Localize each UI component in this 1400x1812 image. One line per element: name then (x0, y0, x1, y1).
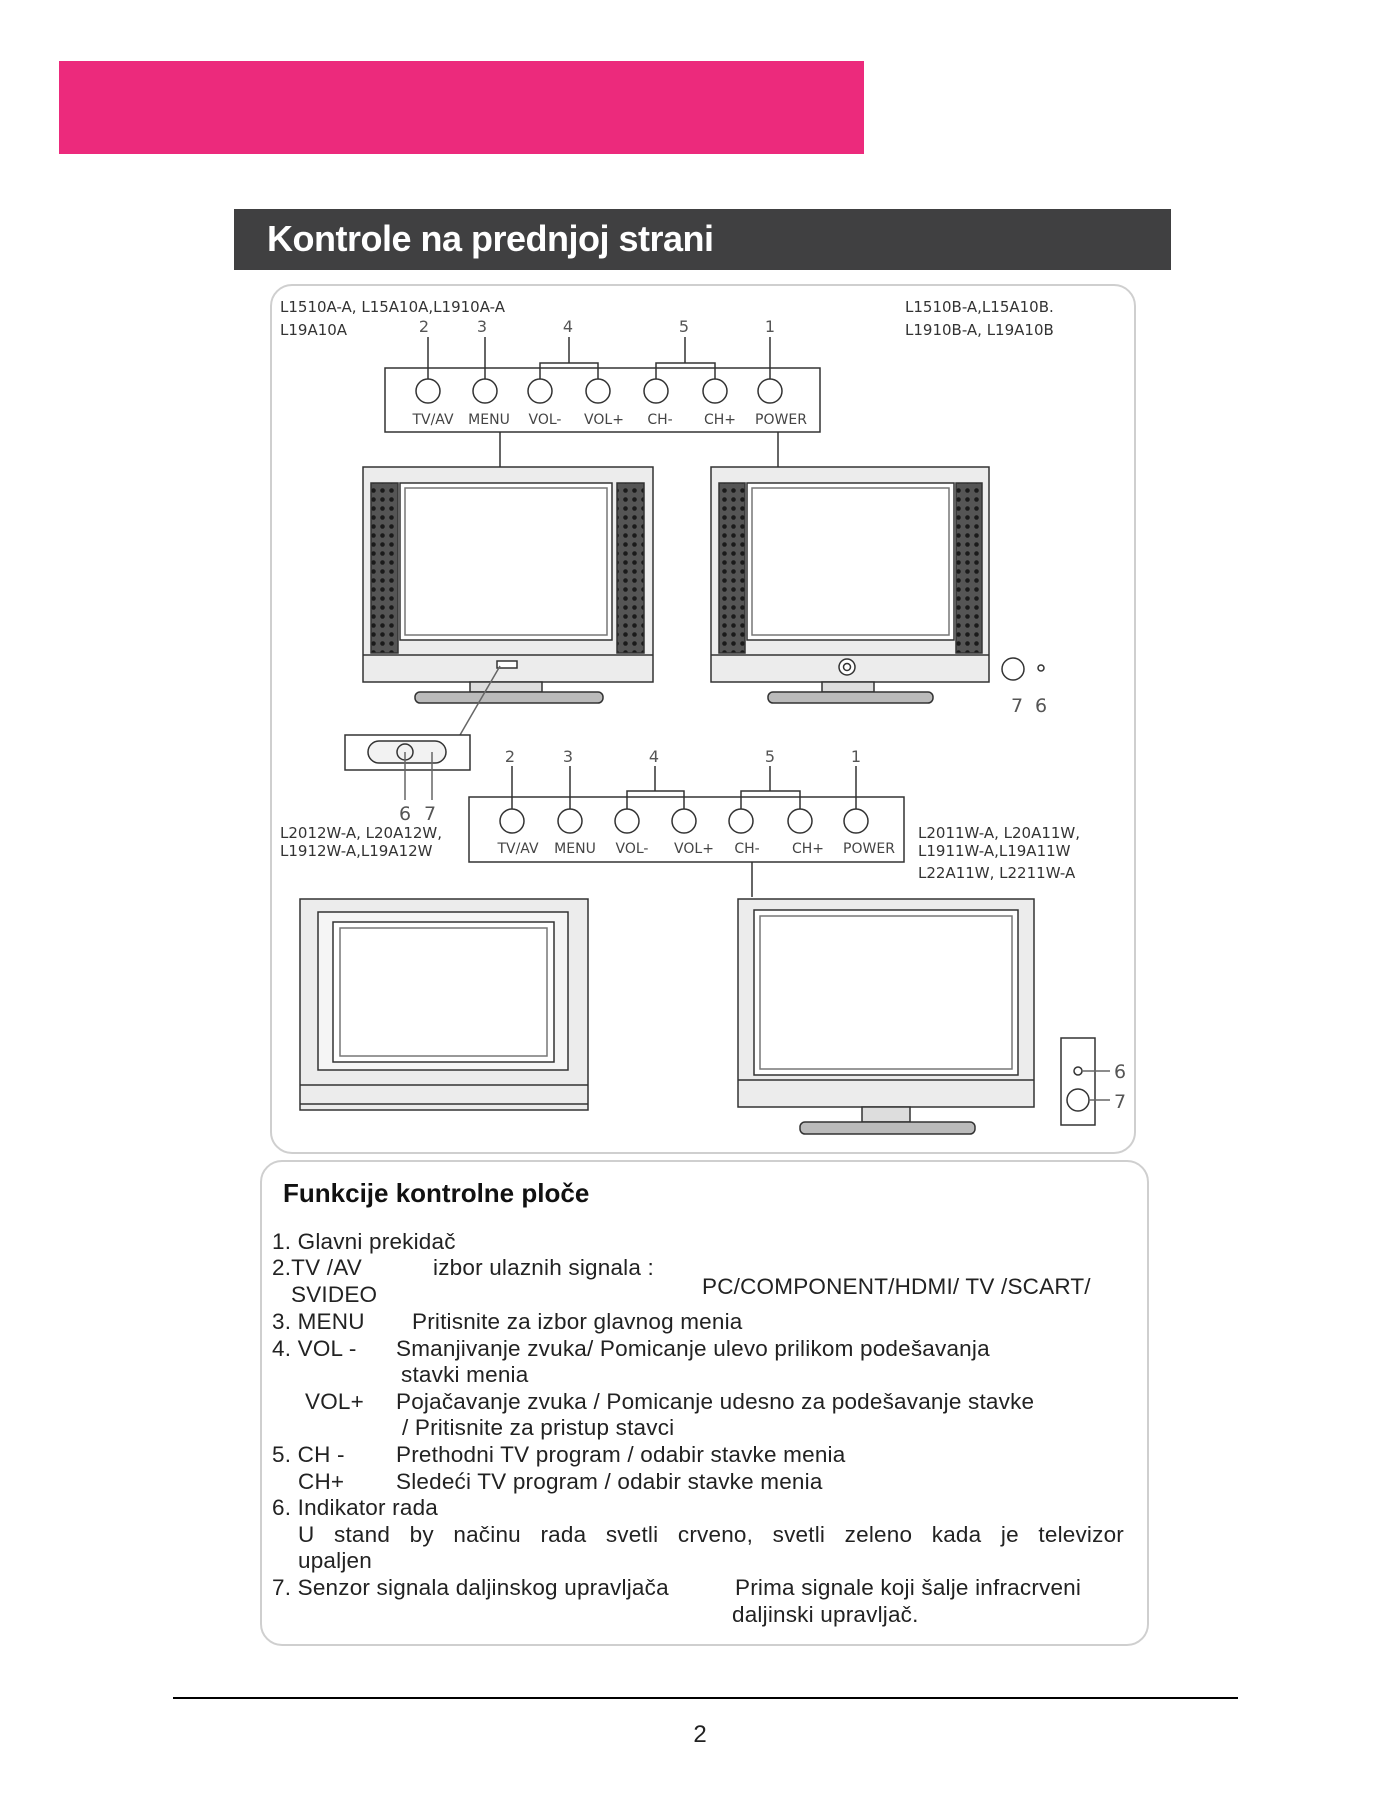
model-label-mid-right-1: L2011W-A, L20A11W, (918, 824, 1081, 842)
top-btn-label-power: POWER (755, 412, 807, 428)
top-callout-3: 3 (476, 317, 488, 336)
page-number: 2 (693, 1721, 707, 1748)
indicator-detail-panel (345, 735, 470, 800)
mid-callout-2: 2 (504, 747, 516, 766)
mid-callout-4: 4 (648, 747, 660, 766)
function-item-1: 1. Glavni prekidač (272, 1229, 456, 1254)
function-item-7-key: 7. Senzor signala daljinskog upravljača (272, 1575, 669, 1600)
detail-callout-7: 7 (423, 803, 437, 825)
function-item-5b-desc: Sledeći TV program / odabir stavke menia (396, 1469, 823, 1494)
mid-btn-label-vol-plus: VOL+ (674, 841, 714, 857)
function-item-4b-key: VOL+ (305, 1389, 364, 1414)
function-item-6-desc-cont: upaljen (298, 1548, 372, 1573)
function-item-3-key: 3. MENU (272, 1309, 365, 1334)
top-btn-label-menu: MENU (468, 412, 510, 428)
mid-callout-5: 5 (764, 747, 776, 766)
function-item-5-key: 5. CH - (272, 1442, 345, 1467)
function-item-4b-desc-cont: / Pritisnite za pristup stavci (402, 1415, 675, 1440)
section-title: Kontrole na prednjoj strani (267, 218, 714, 259)
top-control-panel (385, 337, 820, 467)
function-item-4-key: 4. VOL - (272, 1336, 357, 1361)
function-item-5-desc: Prethodni TV program / odabir stavke menia (396, 1442, 846, 1467)
function-item-2-svideo: SVIDEO (291, 1282, 378, 1307)
function-item-6: 6. Indikator rada (272, 1495, 438, 1520)
function-item-2-signals: PC/COMPONENT/HDMI/ TV /SCART/ (702, 1274, 1091, 1299)
mid-btn-label-ch-minus: CH- (734, 841, 760, 857)
top-btn-label-ch-minus: CH- (647, 412, 673, 428)
mid-btn-label-tvav: TV/AV (497, 841, 539, 857)
model-label-mid-right-3: L22A11W, L2211W-A (918, 864, 1076, 882)
model-label-top-left-1: L1510A-A, L15A10A,L1910A-A (280, 298, 505, 316)
top-callout-4: 4 (562, 317, 574, 336)
functions-title: Funkcije kontrolne ploče (283, 1178, 590, 1208)
model-label-mid-left-1: L2012W-A, L20A12W, (280, 824, 443, 842)
top-btn-label-ch-plus: CH+ (703, 412, 737, 428)
function-item-3-desc: Pritisnite za izbor glavnog menia (412, 1309, 743, 1334)
model-label-mid-left-2: L1912W-A,L19A12W (280, 842, 433, 860)
top-btn-label-vol-plus: VOL+ (584, 412, 624, 428)
function-item-4-desc: Smanjivanje zvuka/ Pomicanje ulevo prilikom podešavanja (396, 1336, 990, 1361)
mid-btn-label-menu: MENU (554, 841, 596, 857)
mid-btn-label-power: POWER (843, 841, 895, 857)
tv-bottom-right-drawing (738, 899, 1110, 1134)
top-callout-1: 1 (764, 317, 776, 336)
tv4-callout-6: 6 (1114, 1061, 1127, 1083)
top-callout-2: 2 (418, 317, 430, 336)
model-label-top-right-2: L1910B-A, L19A10B (905, 321, 1054, 339)
mid-btn-label-ch-plus: CH+ (791, 841, 825, 857)
function-item-2-desc: izbor ulaznih signala : (433, 1255, 654, 1280)
model-label-top-right-1: L1510B-A,L15A10B. (905, 298, 1054, 316)
function-item-4b-desc: Pojačavanje zvuka / Pomicanje udesno za podešavanje stavke (396, 1389, 1035, 1414)
function-item-5b-key: CH+ (298, 1469, 345, 1494)
mid-callout-1: 1 (850, 747, 862, 766)
function-item-7-desc-cont: daljinski upravljač. (732, 1602, 919, 1627)
tv-top-right-drawing (711, 467, 1044, 703)
function-item-7-desc: Prima signale koji šalje infracrveni (735, 1575, 1082, 1600)
mid-btn-label-vol-minus: VOL- (615, 841, 649, 857)
detail-callout-6: 6 (398, 803, 412, 825)
top-callout-5: 5 (678, 317, 690, 336)
tv-bottom-left-drawing (300, 899, 588, 1110)
top-btn-label-vol-minus: VOL- (528, 412, 562, 428)
function-item-4-desc-cont: stavki menia (401, 1362, 529, 1387)
model-label-mid-right-2: L1911W-A,L19A11W (918, 842, 1071, 860)
tv4-callout-7: 7 (1114, 1091, 1127, 1113)
middle-control-panel (469, 766, 904, 897)
tv-top-left-drawing (363, 467, 653, 735)
function-item-2-key: 2.TV /AV (272, 1255, 362, 1280)
footer-divider (173, 1697, 1238, 1699)
mid-callout-3: 3 (562, 747, 574, 766)
top-btn-label-tvav: TV/AV (412, 412, 454, 428)
tv2-callout-6: 6 (1034, 695, 1048, 717)
model-label-top-left-2: L19A10A (280, 321, 348, 339)
tv2-callout-7: 7 (1010, 695, 1024, 717)
function-item-6-desc: U stand by načinu rada svetli crveno, svetli zeleno kada je televizor (298, 1522, 1124, 1547)
